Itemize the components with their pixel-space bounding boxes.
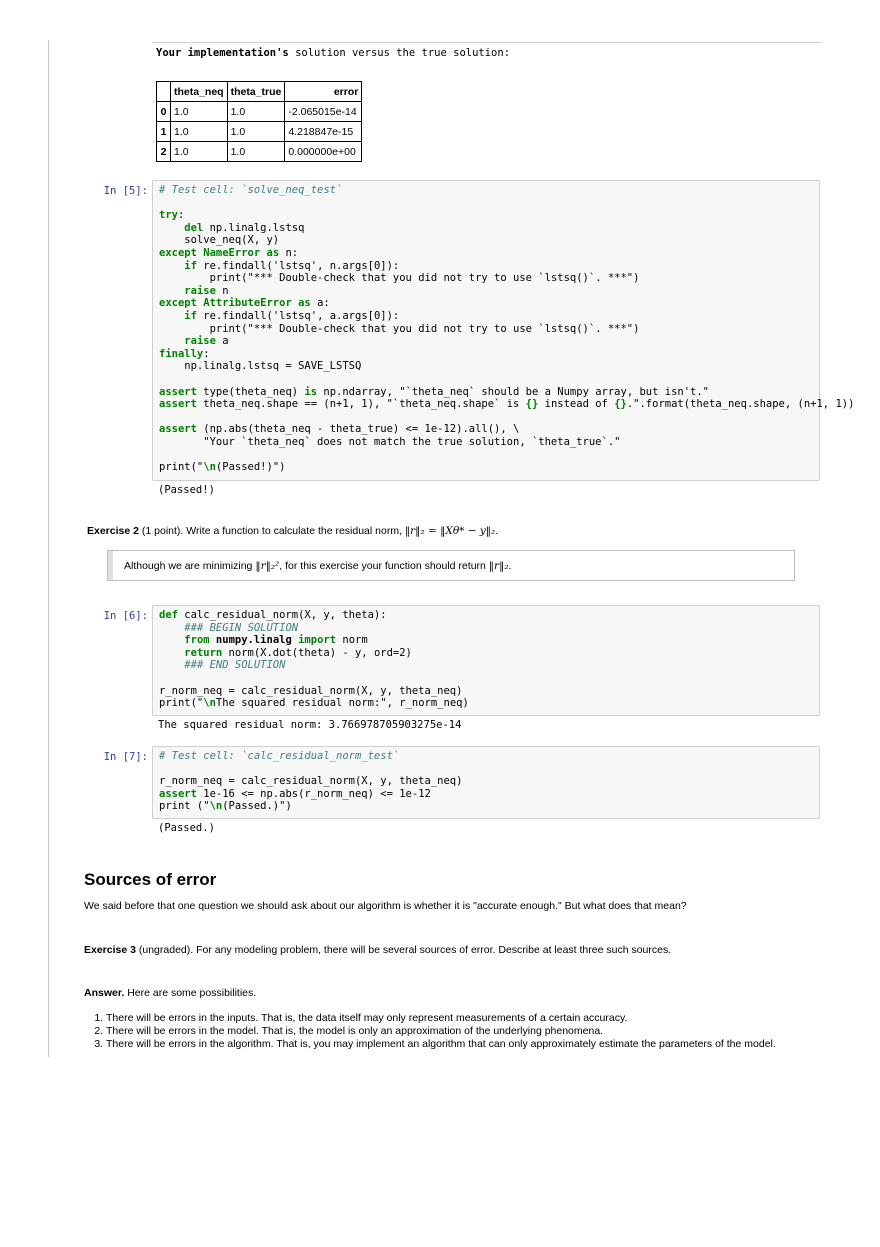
cell-7-output: (Passed.) — [158, 822, 215, 834]
table-cell: 1.0 — [171, 102, 228, 122]
code-cell-6-source[interactable]: def calc_residual_norm(X, y, theta): ### BEGIN SOLUTION from numpy.linalg import norm return norm(X.dot(theta) - y, ord=2) ### END SOLUTION r_norm_neq = calc_residual_norm(X, y, theta_neq) print("\nThe squared residual norm:", r_norm_neq) — [159, 609, 469, 710]
error-sources-list — [84, 1012, 776, 1051]
list-item: 1. There will be errors in the inputs. That is, the data itself may only represent measurements of a certain accuracy. — [106, 1012, 776, 1025]
exercise-3-body: (ungraded). For any modeling problem, there will be several sources of error. Describe at least three such sources. — [135, 944, 672, 956]
note-text-b: , for this exercise your function should return — [279, 560, 489, 572]
cell-6-output: The squared residual norm: 3.766978705903275e-14 — [158, 719, 462, 731]
cell-5-output: (Passed!) — [158, 484, 215, 496]
cell-prompt: In [6]: — [103, 610, 148, 622]
table-cell: 1.0 — [171, 142, 228, 162]
answer-text — [84, 987, 256, 1000]
residual-norm-formula: ‖r‖₂ = ‖Xθ* − y‖₂ — [404, 525, 496, 537]
output-caption — [156, 47, 510, 59]
cell-prompt: In [5]: — [103, 185, 148, 197]
code-cell-5[interactable] — [152, 180, 855, 481]
note-text-a: Although we are minimizing — [124, 560, 256, 572]
output-caption-bold: Your implementation's — [156, 47, 289, 59]
table-cell: -2.065015e-14 — [285, 102, 362, 122]
note-text-end: . — [508, 560, 512, 572]
results-table — [156, 81, 362, 162]
notebook-gutter-line — [48, 40, 49, 1057]
table-cell: 1.0 — [227, 122, 285, 142]
table-cell: 0.000000e+00 — [285, 142, 362, 162]
table-index: 0 — [157, 102, 171, 122]
table-header: error — [285, 82, 362, 102]
answer-label: Answer. — [84, 987, 125, 999]
table-cell: 4.218847e-15 — [285, 122, 362, 142]
table-header-row — [157, 82, 362, 102]
table-header: theta_neq — [171, 82, 228, 102]
exercise-2-body: (1 point). Write a function to calculate the residual norm, — [138, 525, 405, 537]
output-caption-rest: solution versus the true solution: — [288, 47, 511, 59]
table-header — [157, 82, 171, 102]
exercise-3-label: Exercise 3 — [84, 944, 136, 956]
code-cell-7[interactable] — [152, 746, 820, 819]
exercise-3-text — [84, 944, 671, 957]
code-cell-5-source[interactable]: # Test cell: `solve_neq_test` try: del np.linalg.lstsq solve_neq(X, y) except NameError as n: if re.findall('lstsq', n.args[0]): print("*** Double-check that you did not try to use `lstsq()`. ***") raise n except AttributeError as a: if re.findall('lstsq', a.args[0]): print("*** Double-check that you did not try to use `lstsq()`. ***") raise a finally: np.linalg.lstsq = SAVE_LSTSQ assert type(theta_neq) is np.ndarray, "`theta_neq` should be a Numpy array, but isn't." assert theta_neq.shape == (n+1, 1), "`theta_neq.shape` is {} instead of {}.".format(theta_neq.shape, (n+1, 1)) assert (np.abs(theta_neq - theta_true) <= 1e-12).all(), \ "Your `theta_neq` does not match the true solution, `theta_true`." print("\n(Passed!)") — [159, 184, 855, 474]
note-box — [107, 550, 795, 581]
exercise-2-text — [87, 525, 498, 538]
note-box-accent — [108, 551, 113, 580]
note-formula-norm: ‖r‖₂ — [488, 560, 509, 572]
list-item: 3. There will be errors in the algorithm. That is, you may implement an algorithm that can only approximately estimate the parameters of the model. — [106, 1038, 776, 1051]
table-header: theta_true — [227, 82, 285, 102]
note-formula-squared: ‖r‖₂² — [255, 560, 280, 572]
section-heading: Sources of error — [84, 870, 217, 889]
code-cell-7-source[interactable]: # Test cell: `calc_residual_norm_test` r_norm_neq = calc_residual_norm(X, y, theta_neq) assert 1e-16 <= np.abs(r_norm_neq) <= 1e-12 print ("\n(Passed.)") — [159, 750, 463, 813]
exercise-2-end: . — [495, 525, 499, 537]
section-intro: We said before that one question we should ask about our algorithm is whether it is "accurate enough." But what does that mean? — [84, 900, 687, 912]
table-index: 2 — [157, 142, 171, 162]
exercise-2-label: Exercise 2 — [87, 525, 139, 537]
table-cell: 1.0 — [227, 102, 285, 122]
table-index: 1 — [157, 122, 171, 142]
table-row — [157, 102, 362, 122]
table-row — [157, 142, 362, 162]
cell-prompt: In [7]: — [103, 751, 148, 763]
table-cell: 1.0 — [171, 122, 228, 142]
answer-body: Here are some possibilities. — [124, 987, 257, 999]
note-text — [124, 560, 511, 573]
code-cell-6[interactable] — [152, 605, 820, 716]
previous-cell-border — [152, 42, 822, 45]
list-item: 2. There will be errors in the model. That is, the model is only an approximation of the underlying phenomena. — [106, 1025, 776, 1038]
table-row — [157, 122, 362, 142]
table-cell: 1.0 — [227, 142, 285, 162]
